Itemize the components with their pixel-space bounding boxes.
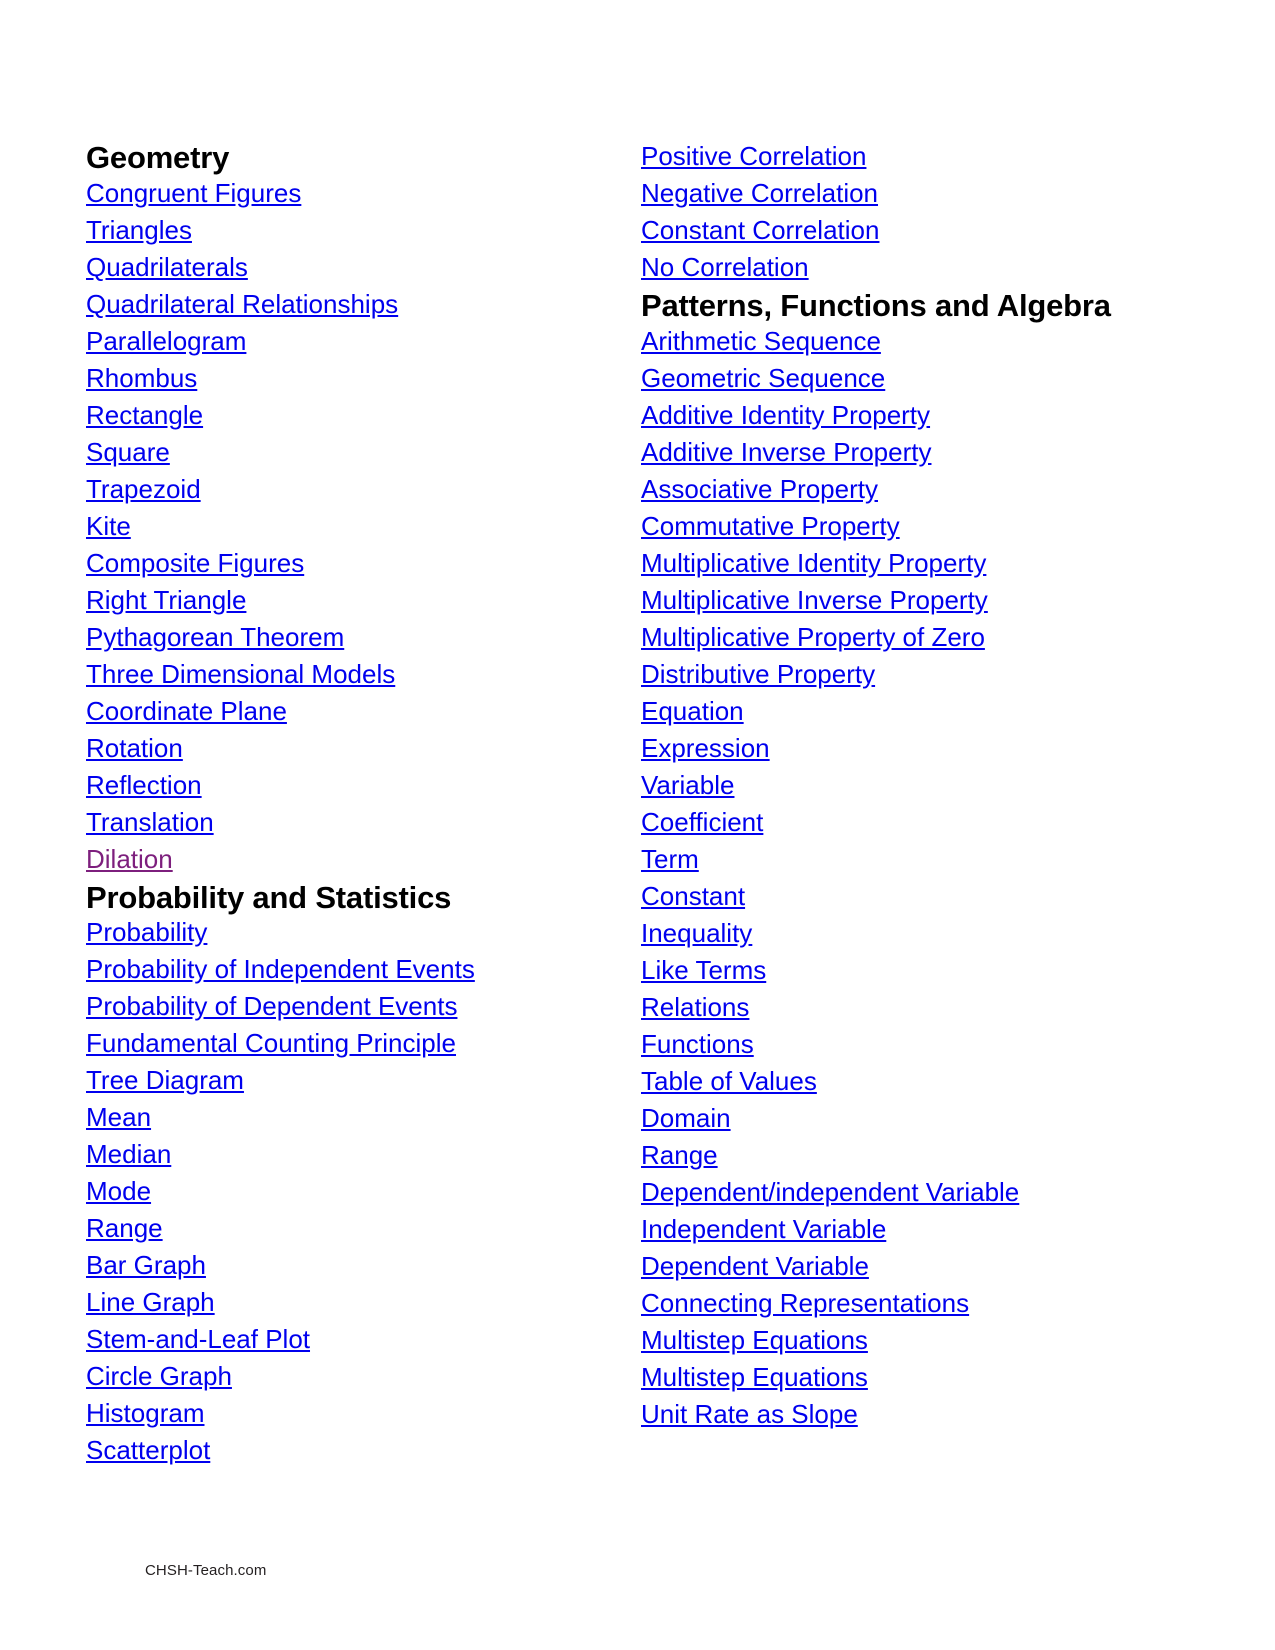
topic-link[interactable]: Circle Graph	[86, 1361, 232, 1392]
topic-link[interactable]: Square	[86, 436, 170, 467]
list-item	[641, 843, 1111, 880]
list-item	[641, 917, 1111, 954]
section-heading-probability-and-statistics: Probability and Statistics	[86, 879, 452, 915]
list-item	[86, 288, 606, 325]
topic-link[interactable]: Multistep Equations	[641, 1324, 868, 1355]
section-heading-geometry: Geometry	[86, 140, 230, 175]
list-item	[641, 214, 1111, 251]
list-item	[86, 1138, 606, 1175]
topic-link[interactable]: Mode	[86, 1176, 152, 1207]
list-item	[641, 251, 1111, 288]
list-item	[86, 1101, 606, 1138]
list-item	[641, 1250, 1111, 1287]
link-list-patterns-functions-and-algebra	[641, 325, 1111, 1435]
topic-link[interactable]: Range	[641, 1139, 718, 1170]
topic-link[interactable]: Associative Property	[641, 473, 878, 504]
topic-link[interactable]: Inequality	[641, 917, 753, 948]
list-item	[86, 1434, 606, 1471]
list-item	[86, 584, 606, 621]
list-item	[641, 399, 1111, 436]
two-column-layout	[86, 140, 1186, 1471]
topic-link[interactable]: Unit Rate as Slope	[641, 1398, 858, 1429]
list-item	[86, 473, 606, 510]
list-item	[641, 880, 1111, 917]
topic-link[interactable]: Dependent Variable	[641, 1250, 869, 1281]
list-item	[86, 362, 606, 399]
topic-link[interactable]: Rhombus	[86, 362, 198, 393]
list-item	[641, 1028, 1111, 1065]
right-column	[641, 140, 1111, 1435]
section-heading-patterns-functions-and-algebra: Patterns, Functions and Algebra	[641, 288, 1111, 323]
topic-link[interactable]: Multistep Equations	[641, 1361, 868, 1392]
list-item	[641, 1213, 1111, 1250]
list-item	[86, 621, 606, 658]
topic-link[interactable]: Mean	[86, 1102, 152, 1133]
topic-link[interactable]: Translation	[86, 806, 214, 837]
topic-link[interactable]: Relations	[641, 991, 750, 1022]
list-item	[641, 1324, 1111, 1361]
list-item	[86, 1175, 606, 1212]
list-item	[641, 991, 1111, 1028]
list-item	[641, 177, 1111, 214]
topic-link[interactable]: Probability of Dependent Events	[86, 991, 458, 1022]
topic-link[interactable]: Fundamental Counting Principle	[86, 1028, 456, 1059]
topic-link[interactable]: Reflection	[86, 769, 202, 800]
list-item	[86, 399, 606, 436]
list-item	[641, 325, 1111, 362]
list-item	[86, 695, 606, 732]
topic-link[interactable]: Commutative Property	[641, 510, 900, 541]
topic-link[interactable]: Trapezoid	[86, 473, 201, 504]
topic-link[interactable]: Triangles	[86, 214, 192, 245]
topic-link[interactable]: Coordinate Plane	[86, 695, 287, 726]
topic-link[interactable]: Expression	[641, 732, 770, 763]
list-item	[86, 1360, 606, 1397]
topic-link[interactable]: Additive Identity Property	[641, 399, 931, 430]
list-item	[641, 732, 1111, 769]
topic-link[interactable]: Dilation	[86, 843, 173, 874]
topic-link[interactable]: Additive Inverse Property	[641, 436, 932, 467]
topic-link[interactable]: Constant Correlation	[641, 215, 880, 245]
topic-link[interactable]: Multiplicative Inverse Property	[641, 584, 988, 615]
link-list-geometry	[86, 177, 606, 880]
topic-link[interactable]: Constant	[641, 880, 746, 911]
list-item	[641, 1102, 1111, 1139]
topic-link[interactable]: Distributive Property	[641, 658, 876, 689]
footer-site-credit: CHSH-Teach.com	[145, 1562, 267, 1579]
topic-link[interactable]: Multiplicative Identity Property	[641, 547, 987, 578]
list-item	[86, 1027, 606, 1064]
list-item	[86, 990, 606, 1027]
topic-link[interactable]: Quadrilaterals	[86, 251, 248, 282]
topic-link[interactable]: Arithmetic Sequence	[641, 325, 881, 356]
list-item	[86, 916, 606, 953]
list-item	[86, 436, 606, 473]
topic-link[interactable]: Composite Figures	[86, 547, 305, 578]
list-item	[86, 547, 606, 584]
list-item	[86, 1397, 606, 1434]
list-item	[86, 1323, 606, 1360]
topic-link[interactable]: Pythagorean Theorem	[86, 621, 345, 652]
list-item	[641, 1176, 1111, 1213]
list-item	[641, 1065, 1111, 1102]
list-item	[86, 325, 606, 362]
list-item	[86, 251, 606, 288]
list-item	[641, 1398, 1111, 1435]
list-item	[86, 732, 606, 769]
list-item	[641, 584, 1111, 621]
list-item	[641, 1139, 1111, 1176]
list-item	[86, 510, 606, 547]
list-item	[641, 1287, 1111, 1324]
topic-link[interactable]: Bar Graph	[86, 1250, 206, 1281]
list-item	[641, 806, 1111, 843]
topic-link[interactable]: Scatterplot	[86, 1435, 211, 1466]
list-item	[86, 1064, 606, 1101]
topic-link[interactable]: Probability	[86, 917, 208, 948]
topic-link[interactable]: Probability of Independent Events	[86, 954, 475, 985]
list-item	[641, 658, 1111, 695]
topic-link[interactable]: Three Dimensional Models	[86, 658, 396, 689]
list-item	[641, 473, 1111, 510]
topic-link[interactable]: Rectangle	[86, 399, 204, 430]
topic-link[interactable]: Quadrilateral Relationships	[86, 288, 399, 319]
topic-link[interactable]: Median	[86, 1139, 172, 1170]
topic-link[interactable]: Positive Correlation	[641, 141, 867, 171]
list-item	[641, 695, 1111, 732]
topic-link[interactable]: Multiplicative Property of Zero	[641, 621, 985, 652]
topic-link[interactable]: Congruent Figures	[86, 177, 302, 208]
topic-link[interactable]: Domain	[641, 1102, 731, 1133]
list-item	[641, 1361, 1111, 1398]
topic-link[interactable]: Variable	[641, 769, 735, 800]
topic-link[interactable]: Equation	[641, 695, 744, 726]
topic-link[interactable]: Geometric Sequence	[641, 362, 886, 393]
list-item	[86, 177, 606, 214]
list-item	[86, 806, 606, 843]
list-item	[86, 953, 606, 990]
list-item	[86, 843, 606, 880]
topic-link[interactable]: Independent Variable	[641, 1213, 887, 1244]
topic-link[interactable]: Dependent/independent Variable	[641, 1176, 1020, 1207]
topic-link[interactable]: Parallelogram	[86, 325, 247, 356]
topic-link[interactable]: Stem-and-Leaf Plot	[86, 1324, 311, 1355]
list-item	[641, 362, 1111, 399]
topic-link[interactable]: Functions	[641, 1028, 754, 1059]
list-item	[86, 769, 606, 806]
topic-link[interactable]: No Correlation	[641, 252, 809, 282]
topic-link[interactable]: Range	[86, 1213, 163, 1244]
list-item	[86, 1286, 606, 1323]
list-item	[86, 658, 606, 695]
topic-link[interactable]: Tree Diagram	[86, 1065, 244, 1096]
link-list-probability-and-statistics	[86, 916, 606, 1471]
topic-link[interactable]: Table of Values	[641, 1065, 817, 1096]
topic-link[interactable]: Line Graph	[86, 1287, 215, 1318]
left-column	[86, 140, 606, 1471]
topic-link[interactable]: Coefficient	[641, 806, 764, 837]
topic-link[interactable]: Kite	[86, 510, 131, 541]
topic-link[interactable]: Right Triangle	[86, 584, 247, 615]
list-item	[641, 769, 1111, 806]
list-item	[86, 1249, 606, 1286]
topic-link[interactable]: Term	[641, 843, 699, 874]
topic-link[interactable]: Rotation	[86, 732, 183, 763]
topic-link[interactable]: Negative Correlation	[641, 178, 879, 208]
topic-link[interactable]: Connecting Representations	[641, 1287, 970, 1318]
topic-link[interactable]: Histogram	[86, 1398, 205, 1429]
list-item	[641, 621, 1111, 658]
list-item	[86, 214, 606, 251]
list-item	[86, 1212, 606, 1249]
topic-link[interactable]: Like Terms	[641, 954, 767, 985]
link-list-correlation	[641, 140, 1111, 288]
list-item	[641, 954, 1111, 991]
list-item	[641, 436, 1111, 473]
list-item	[641, 547, 1111, 584]
list-item	[641, 510, 1111, 547]
list-item	[641, 140, 1111, 177]
